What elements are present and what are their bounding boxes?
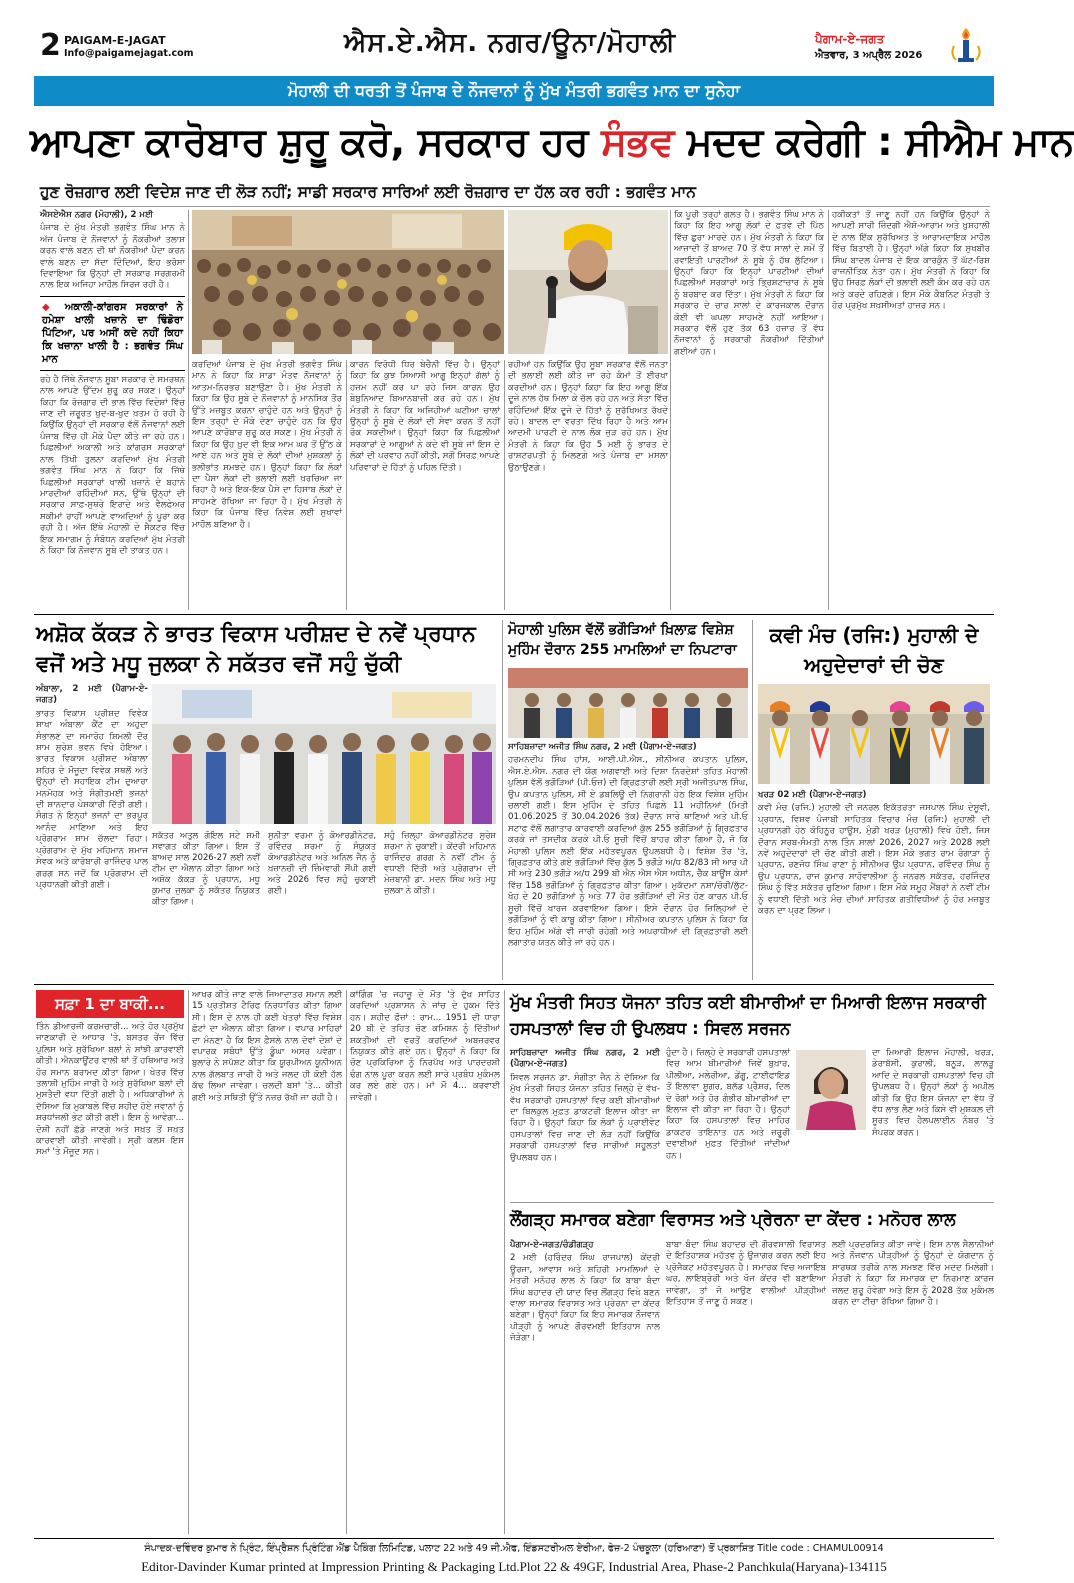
story6-dateline: ਸਾਹਿਬਜ਼ਾਦਾ ਅਜੀਤ ਸਿੰਘ ਨਗਰ, 2 ਮਈ (ਪੈਗਾਮ-ਏ-ਜਗਤ) (510, 1048, 660, 1070)
masthead-title: ਪੈਗਾਮ-ਏ-ਜਗਤ (815, 32, 885, 46)
story3-body: ਸਾਹਿਬਜ਼ਾਦਾ ਅਜੀਤ ਸਿੰਘ ਨਗਰ, 2 ਮਈ (ਪੈਗਾਮ-ਏ-ਜਗਤ) ਹਰਮਨਦੀਪ ਸਿੰਘ ਹਾਂਸ, ਆਈ.ਪੀ.ਐਸ., ਸੀਨੀਅਰ ਕਪਤਾਨ ਪੁਲਿਸ, ਐਸ.ਏ.ਐਸ. ਨਗਰ ਦੀ ਯੋਗ ਅਗਵਾਈ ਅਤੇ ਦਿਸ਼ਾ ਨਿਰਦੇਸ਼ਾਂ ਤਹਿਤ ਮੋਹਾਲੀ ਪੁਲਿਸ ਵੱਲੋਂ ਭਗੌੜਿਆਂ (ਪੀ.ਓਜ਼) ਦੀ ਗ੍ਰਿਫ਼ਤਾਰੀ ਲਈ ਸ੍ਰੀ ਅਜੀਤਪਾਲ ਸਿੰਘ, ਉਪ ਕਪਤਾਨ ਪੁਲਿਸ, ਸੀ ਏ ਡਬਲਿਊ ਦੀ ਨਿਗਰਾਨੀ ਹੇਠ ਇਕ ਵਿਸ਼ੇਸ਼ ਮੁਹਿੰਮ ਚਲਾਈ ਗਈ। ਇਸ ਮੁਹਿੰਮ ਦੇ ਤਹਿਤ ਪਿਛਲੇ 11 ਮਹੀਨਿਆਂ (ਮਿਤੀ 01.06.2025 ਤੋਂ 30.04.2026 ਤੱਕ) ਦੌਰਾਨ ਸਾਰੇ ਥਾਣਿਆਂ ਅਤੇ ਪੀ.ਓ ਸਟਾਫ ਵੱਲੋਂ ਲਗਾਤਾਰ ਕਾਰਵਾਈ ਕਰਦਿਆਂ ਕੁੱਲ 255 ਭਗੌੜਿਆਂ ਨੂੰ ਗ੍ਰਿਫ਼ਤਾਰ ਕਰਕੇ ਜਾਂ ਤਸਦੀਕ ਕਰਕੇ ਪੀ.ਓ ਸੂਚੀ ਵਿੱਚੋਂ ਬਾਹਰ ਕੀਤਾ ਗਿਆ ਹੈ, ਜੋ ਕਿ ਮੋਹਾਲੀ ਪੁਲਿਸ ਲਈ ਇੱਕ ਮਹੱਤਵਪੂਰਨ ਉਪਲਬਧੀ ਹੈ। ਵਿਸ਼ੇਸ਼ ਤੌਰ 'ਤੇ, ਗ੍ਰਿਫ਼ਤਾਰ ਕੀਤੇ ਗਏ ਭਗੌੜਿਆਂ ਵਿੱਚ ਕੁੱਲ 5 ਭਗੌੜੇ ਅ/ਧ 82/83 ਸੀ ਆਰ ਪੀ ਸੀ ਅਤੇ 230 ਭਗੌੜੇ ਅ/ਧ 299 ਬੀ ਐਨ ਐਸ ਐਸ ਅਧੀਨ, ਚੈੱਕ ਬਾਊਂਸ ਕੇਸਾਂ ਵਿੱਚ 158 ਭਗੌੜਿਆਂ ਨੂੰ ਗ੍ਰਿਫ਼ਤਾਰ ਕੀਤਾ ਗਿਆ। ਮੁਕੱਦਮਾ ਨਸ਼ਾ/ਚੋਰੀ/ਲੁੱਟ-ਖੋਹ ਦੇ 20 ਭਗੌੜਿਆਂ ਨੂੰ ਅਤੇ 77 ਹੋਰ ਭਗੌੜਿਆਂ ਦੀ ਮੌਤ ਹੋਣ ਕਾਰਨ ਪੀ.ਓ ਸੂਚੀ ਵਿੱਚੋਂ ਖਾਰਜ ਕਰਵਾਇਆ ਗਿਆ। ਇਸੇ ਦੌਰਾਨ ਹੋਰ ਜ਼ਿਲ੍ਹਿਆਂ ਦੇ ਭਗੌੜਿਆਂ ਨੂੰ ਵੀ ਕਾਬੂ ਕੀਤਾ ਗਿਆ। ਸੀਨੀਅਰ ਕਪਤਾਨ ਪੁਲਿਸ ਨੇ ਕਿਹਾ ਕਿ ਇਹ ਮੁਹਿੰਮ ਅੱਗੇ ਵੀ ਜਾਰੀ ਰਹੇਗੀ ਅਤੇ ਅਪਰਾਧੀਆਂ ਦੀ ਗ੍ਰਿਫ਼ਤਾਰੀ ਲਈ ਲਗਾਤਾਰ ਯਤਨ ਕੀਤੇ ਜਾ ਰਹੇ ਹਨ। (508, 742, 748, 948)
story2-body: ਅੰਬਾਲਾ, 2 ਮਈ (ਪੈਗਾਮ-ਏ-ਜਗਤ) ਭਾਰਤ ਵਿਕਾਸ ਪ੍ਰੀਸ਼ਦ ਵਿਵੇਕ ਸ਼ਾਖਾ ਅੰਬਾਲਾ ਕੈਂਟ ਦਾ ਅਹੁਦਾ ਸੰਭਾਲਣ ਦਾ ਸਮਾਰੋਹ ਸ਼ਿਮਲੀ ਦੌਰ ਸ਼ਾਮ ਸੁਰੇਸ਼ ਭਵਨ ਵਿਖੇ ਹੋਇਆ। ਭਾਰਤ ਵਿਕਾਸ ਪ੍ਰੀਸ਼ਦ ਅੰਬਾਲਾ ਸ਼ਹਿਰ ਦੇ ਮੌਜੂਦਾ ਵਿਵੇਕ ਸਥਲੋਂ ਅਤੇ ਉਨ੍ਹਾਂ ਦੀ ਸਹਾਇਕ ਟੀਮ ਦੁਆਰਾ ਮਨਮੋਹਕ ਅਤੇ ਸੰਗੀਤਮਈ ਭਜਨਾਂ ਦੀ ਸ਼ਾਨਦਾਰ ਪੇਸ਼ਕਾਰੀ ਦਿੱਤੀ ਗਈ। ਸੰਗਤ ਨੇ ਇਨ੍ਹਾਂ ਭਜਨਾਂ ਦਾ ਭਰਪੂਰ ਆਨੰਦ ਮਾਣਿਆ ਅਤੇ ਇਹ ਪ੍ਰੋਗਰਾਮ ਸ਼ਾਮ ਚੱਲਦਾ ਰਿਹਾ। ਪ੍ਰੋਗਰਾਮ ਦੇ ਮੁੱਖ ਮਹਿਮਾਨ ਸਮਾਜ ਸੇਵਕ ਅਤੇ ਕਾਰੋਬਾਰੀ ਰਾਜਿੰਦਰ ਪਾਲ ਗਰਗ ਸਨ ਜਦੋਂ ਕਿ ਪ੍ਰੋਗਰਾਮ ਦੀ ਪ੍ਰਧਾਨਗੀ ਕੀਤੀ ਗਈ। (36, 684, 148, 890)
lead-col1-text: ਪੰਜਾਬ ਦੇ ਮੁੱਖ ਮੰਤਰੀ ਭਗਵੰਤ ਸਿੰਘ ਮਾਨ ਨੇ ਅੱਜ ਪੰਜਾਬ ਦੇ ਨੌਜਵਾਨਾਂ ਨੂੰ ਨੌਕਰੀਆਂ ਤਲਾਸ਼ ਕਰਨ ਵਾਲੇ ਬਣਨ ਦੀ ਥਾਂ ਨੌਕਰੀਆਂ ਪੈਦਾ ਕਰਨ ਵਾਲੇ ਬਣਨ ਦਾ ਸੱਦਾ ਦਿੰਦਿਆਂ, ਇਹ ਭਰੋਸਾ ਦਿਵਾਇਆ ਕਿ ਉਨ੍ਹਾਂ ਦੀ ਸਰਕਾਰ ਸਰਗਰਮੀ ਨਾਲ ਇਕ ਅਜਿਹਾ ਮਾਹੌਲ ਸਿਰਜ ਰਹੀ ਹੈ। (40, 223, 185, 291)
story7-headline: ਲੌਂਗੜ੍ਹ ਸਮਾਰਕ ਬਣੇਗਾ ਵਿਰਾਸਤ ਅਤੇ ਪ੍ਰੇਰਨਾ ਦਾ ਕੇਂਦਰ : ਮਨੋਹਰ ਲਾਲ (510, 1210, 956, 1230)
lead-column-6: ਹਕੀਕਤਾਂ ਤੋਂ ਜਾਣੂ ਨਹੀਂ ਹਨ ਕਿਉਂਕਿ ਉਨ੍ਹਾਂ ਨੇ ਆਪਣੀ ਸਾਰੀ ਜ਼ਿੰਦਗੀ ਐਸ਼ੋ-ਆਰਾਮ ਅਤੇ ਖ਼ੁਸ਼ਹਾਲੀ ਦੇ ਨਾਲ ਇੱਕ ਸੁਰੱਖਿਅਤ ਤੇ ਆਰਾਮਦਾਇਕ ਮਾਹੌਲ ਵਿੱਚ ਬਿਤਾਈ ਹੈ। ਉਨ੍ਹਾਂ ਅੱਗੇ ਕਿਹਾ ਕਿ ਸੁਖਬੀਰ ਸਿੰਘ ਬਾਦਲ ਪੰਜਾਬ ਦੇ ਇਕ ਕਾਰਕੁੰਨ ਤੋਂ ਘੱਟ-ਰਿਸ਼ ਰਾਜਨੀਤਿਕ ਨੇਤਾ ਹਨ। ਮੁੱਖ ਮੰਤਰੀ ਨੇ ਕਿਹਾ ਕਿ ਉਹ ਸਿਰਫ਼ ਲੋਕਾਂ ਦੀ ਭਲਾਈ ਲਈ ਕੰਮ ਕਰ ਰਹੇ ਹਨ ਅਤੇ ਕਰਦੇ ਰਹਿਣਗੇ। ਇਸ ਮੌਕੇ ਕੈਬਨਿਟ ਮੰਤਰੀ ਤੇ ਹੋਰ ਪ੍ਰਮੁੱਖ ਸ਼ਖ਼ਸੀਅਤਾਂ ਹਾਜ਼ਰ ਸਨ। (832, 210, 990, 312)
story4-photo-poets (758, 684, 990, 784)
lead-photo-speaker (508, 210, 668, 354)
story3-headline: ਮੋਹਾਲੀ ਪੁਲਿਸ ਵੱਲੋਂ ਭਗੌੜਿਆਂ ਖ਼ਿਲਾਫ਼ ਵਿਸ਼ੇਸ਼ ਮੁਹਿੰਮ ਦੌਰਾਨ 255 ਮਾਮਲਿਆਂ ਦਾ ਨਿਪਟਾਰਾ (508, 622, 737, 658)
lead-headline-part-a: ਆਪਣਾ ਕਾਰੋਬਾਰ ਸ਼ੁਰੂ ਕਰੋ, ਸਰਕਾਰ ਹਰ (30, 120, 602, 165)
story4-headline: ਕਵੀ ਮੰਚ (ਰਜਿ:) ਮੁਹਾਲੀ ਦੇ ਅਹੁਦੇਦਾਰਾਂ ਦੀ ਚੋਣ (769, 623, 979, 677)
story5-headline-box (36, 990, 184, 1018)
lead-headline-red-word: ਸੰਭਵ (601, 120, 674, 165)
story6-column-1: ਸਾਹਿਬਜ਼ਾਦਾ ਅਜੀਤ ਸਿੰਘ ਨਗਰ, 2 ਮਈ (ਪੈਗਾਮ-ਏ-ਜਗਤ) ਸਿਵਲ ਸਰਜਨ ਡਾ. ਸੰਗੀਤਾ ਜੈਨ ਨੇ ਦੱਸਿਆ ਕਿ ਮੁੱਖ ਮੰਤਰੀ ਸਿਹਤ ਯੋਜਨਾ ਤਹਿਤ ਜ਼ਿਲ੍ਹੇ ਦੇ ਵੱਖ-ਵੱਖ ਸਰਕਾਰੀ ਹਸਪਤਾਲਾਂ ਵਿਚ ਕਈ ਬੀਮਾਰੀਆਂ ਦਾ ਬਿਲਕੁਲ ਮੁਫ਼ਤ ਡਾਕਟਰੀ ਇਲਾਜ ਕੀਤਾ ਜਾ ਰਿਹਾ ਹੈ। ਉਨ੍ਹਾਂ ਕਿਹਾ ਕਿ ਲੋਕਾਂ ਨੂੰ ਪ੍ਰਾਈਵੇਟ ਹਸਪਤਾਲਾਂ ਵਿਚ ਜਾਣ ਦੀ ਲੋੜ ਨਹੀਂ ਕਿਉਂਕਿ ਸਰਕਾਰੀ ਹਸਪਤਾਲਾਂ ਵਿਚ ਸਾਰੀਆਂ ਸਹੂਲਤਾਂ ਉਪਲਬਧ ਹਨ। (510, 1048, 660, 1163)
lead-column-3: ਕਾਰਨ ਵਿਰੋਧੀ ਧਿਰ ਬੇਚੈਨੀ ਵਿੱਚ ਹੈ। ਉਨ੍ਹਾਂ ਕਿਹਾ ਕਿ ਕੁਝ ਸਿਆਸੀ ਆਗੂ ਇਨ੍ਹਾਂ ਗੱਲਾਂ ਨੂੰ ਹਜ਼ਮ ਨਹੀਂ ਕਰ ਪਾ ਰਹੇ ਜਿਸ ਕਾਰਨ ਉਹ ਬੇਬੁਨਿਆਦ ਬਿਆਨਬਾਜ਼ੀ ਕਰ ਰਹੇ ਹਨ। ਮੁੱਖ ਮੰਤਰੀ ਨੇ ਕਿਹਾ ਕਿ ਅਜਿਹੀਆਂ ਘਟੀਆ ਚਾਲਾਂ ਉਨ੍ਹਾਂ ਨੂੰ ਸੂਬੇ ਦੇ ਲੋਕਾਂ ਦੀ ਸੇਵਾ ਕਰਨ ਤੋਂ ਨਹੀਂ ਰੋਕ ਸਕਦੀਆਂ। ਉਨ੍ਹਾਂ ਕਿਹਾ ਕਿ ਪਿਛਲੀਆਂ ਸਰਕਾਰਾਂ ਦੇ ਆਗੂਆਂ ਨੇ ਕਦੇ ਵੀ ਸੂਬੇ ਜਾਂ ਇਸ ਦੇ ਲੋਕਾਂ ਦੀ ਪਰਵਾਹ ਨਹੀਂ ਕੀਤੀ, ਸਗੋਂ ਸਿਰਫ਼ ਆਪਣੇ ਪਰਿਵਾਰਾਂ ਦੇ ਹਿੱਤਾਂ ਨੂੰ ਪਹਿਲ ਦਿੱਤੀ। (350, 360, 500, 473)
banner-text: ਮੋਹਾਲੀ ਦੀ ਧਰਤੀ ਤੋਂ ਪੰਜਾਬ ਦੇ ਨੌਜਵਾਨਾਂ ਨੂੰ ਮੁੱਖ ਮੰਤਰੀ ਭਗਵੰਤ ਮਾਨ ਦਾ ਸੁਨੇਹਾ (287, 81, 741, 100)
page-number: 2 (40, 28, 61, 63)
story4-body: ਖਰੜ 02 ਮਈ (ਪੈਗਾਮ-ਏ-ਜਗਤ) ਕਵੀ ਮੰਚ (ਰਜਿ.) ਮੁਹਾਲੀ ਦੀ ਜਨਰਲ ਇਕੱਤਰਤਾ ਜਸਪਾਲ ਸਿੰਘ ਦੇਸੂਵੀ, ਪ੍ਰਧਾਨ, ਵਿਸ਼ਵ ਪੰਜਾਬੀ ਸਾਹਿਤਕ ਵਿਚਾਰ ਮੰਚ (ਰਜਿ:) ਮੁਹਾਲੀ ਦੀ ਪ੍ਰਧਾਨਗੀ ਹੇਠ ਕੋਹਿਨੂਰ ਹਾਊਸ, ਮੁੰਡੀ ਖਰੜ (ਮੁਹਾਲੀ) ਵਿਖੇ ਹੋਈ, ਜਿਸ ਦੌਰਾਨ ਸਰਬ-ਸੰਮਤੀ ਨਾਲ ਤਿੰਨ ਸਾਲਾਂ 2026, 2027 ਅਤੇ 2028 ਲਈ ਨਵੇਂ ਅਹੁਦੇਦਾਰਾਂ ਦੀ ਚੋਣ ਕੀਤੀ ਗਈ। ਇਸ ਮੌਕੇ ਭਗਤ ਰਾਮ ਰੰਗਾੜਾ ਨੂੰ ਪ੍ਰਧਾਨ, ਰਣਜੋਧ ਸਿੰਘ ਰਾਣਾ ਨੂੰ ਸੀਨੀਅਰ ਉਪ ਪ੍ਰਧਾਨ, ਰਵਿੰਦਰ ਸਿੰਘ ਨੂੰ ਉਪ ਪ੍ਰਧਾਨ, ਰਾਜ ਕੁਮਾਰ ਸਾਹੋਵਾਲੀਆ ਨੂੰ ਜਨਰਲ ਸਕੱਤਰ, ਹਰਜਿੰਦਰ ਸਿੰਘ ਨੂੰ ਵਿੱਤ ਸਕੱਤਰ ਚੁਣਿਆ ਗਿਆ। ਇਸ ਮੌਕੇ ਸਮੂਹ ਮੈਂਬਰਾਂ ਨੇ ਨਵੀਂ ਟੀਮ ਨੂੰ ਵਧਾਈ ਦਿੱਤੀ ਅਤੇ ਮੰਚ ਦੀਆਂ ਸਾਹਿਤਕ ਗਤੀਵਿਧੀਆਂ ਨੂੰ ਹੋਰ ਮਜ਼ਬੂਤ ਕਰਨ ਦਾ ਪ੍ਰਣ ਲਿਆ। (758, 790, 990, 917)
lead-column-4: ਰਹੀਆਂ ਹਨ ਕਿਉਂਕਿ ਉਹ ਸੂਬਾ ਸਰਕਾਰ ਵੱਲੋਂ ਜਨਤਾ ਦੀ ਭਲਾਈ ਲਈ ਕੀਤੇ ਜਾ ਰਹੇ ਕੰਮਾਂ ਤੋਂ ਈਰਖਾ ਕਰਦੀਆਂ ਹਨ। ਉਨ੍ਹਾਂ ਕਿਹਾ ਕਿ ਇਹ ਆਗੂ ਇੱਕ ਦੂਜੇ ਨਾਲ ਹੱਥ ਮਿਲਾ ਕੇ ਚੱਲ ਰਹੇ ਹਨ ਅਤੇ ਸੱਤਾ ਵਿੱਚ ਰਹਿੰਦਿਆਂ ਇੱਕ ਦੂਜੇ ਦੇ ਹਿੱਤਾਂ ਨੂੰ ਸੁਰੱਖਿਅਤ ਰੱਖਦੇ ਰਹੇ। ਬਾਦਲ ਦਾ ਵਰਤਾ ਦਿੱਖ ਰਿਹਾ ਹੈ ਅਤੇ ਆਮ ਆਦਮੀ ਪਾਰਟੀ ਦੇ ਨਾਲ ਲੋਕ ਜੁੜ ਰਹੇ ਹਨ। ਮੁੱਖ ਮੰਤਰੀ ਨੇ ਕਿਹਾ ਕਿ ਉਹ 5 ਮਈ ਨੂੰ ਭਾਰਤ ਦੇ ਰਾਸ਼ਟਰਪਤੀ ਨੂੰ ਮਿਲਣਗੇ ਅਤੇ ਪੰਜਾਬ ਦਾ ਮਸਲਾ ਉਠਾਉਣਗੇ। (508, 360, 668, 473)
pullquote-diamond-icon: ◆ (42, 301, 65, 313)
lead-col1b-text: ਰਹੇ ਹੈ ਜਿੱਥੇ ਨੌਜਵਾਨ ਸੂਬਾ ਸਰਕਾਰ ਦੇ ਸਮਰਥਨ ਨਾਲ ਆਪਣੇ ਉੱਦਮ ਸ਼ੁਰੂ ਕਰ ਸਕਣ। ਉਨ੍ਹਾਂ ਕਿਹਾ ਕਿ ਰੋਜ਼ਗਾਰ ਦੀ ਭਾਲ ਵਿੱਚ ਵਿਦੇਸ਼ਾਂ ਵਿੱਚ ਜਾਣ ਦੀ ਜ਼ਰੂਰਤ ਖੁਦ-ਬ-ਖੁਦ ਖ਼ਤਮ ਹੋ ਰਹੀ ਹੈ ਕਿਉਂਕਿ ਉਨ੍ਹਾਂ ਦੀ ਸਰਕਾਰ ਵੱਲੋਂ ਨੌਜਵਾਨਾਂ ਲਈ ਪੰਜਾਬ ਵਿੱਚ ਹੀ ਮੌਕੇ ਪੈਦਾ ਕੀਤੇ ਜਾ ਰਹੇ ਹਨ। ਪਿਛਲੀਆਂ ਅਕਾਲੀ ਅਤੇ ਕਾਂਗਰਸ ਸਰਕਾਰਾਂ ਨਾਲ ਤਿੱਖੀ ਤੁਲਨਾ ਕਰਦਿਆਂ ਮੁੱਖ ਮੰਤਰੀ ਭਗਵੰਤ ਸਿੰਘ ਮਾਨ ਨੇ ਕਿਹਾ ਕਿ ਜਿੱਥੇ ਪਿਛਲੀਆਂ ਸਰਕਾਰਾਂ ਖਾਲੀ ਖਜ਼ਾਨੇ ਦੇ ਬਹਾਨੇ ਮਾਰਦੀਆਂ ਰਹਿੰਦੀਆਂ ਸਨ, ਉੱਥੇ ਉਨ੍ਹਾਂ ਦੀ ਸਰਕਾਰ ਸਾਫ਼-ਸੁਥਰੇ ਇਰਾਦੇ ਅਤੇ ਵੈਲਫੇਅਰ ਸਕੀਮਾਂ ਰਾਹੀਂ ਆਪਣੇ ਵਾਅਦਿਆਂ ਨੂੰ ਪੂਰਾ ਕਰ ਰਹੀ ਹੈ। ਅੱਜ ਇੱਥੇ ਮੋਹਾਲੀ ਦੇ ਸੈਕਟਰ ਵਿੱਚ ਇਕ ਸਮਾਗਮ ਨੂੰ ਸੰਬੋਧਨ ਕਰਦਿਆਂ ਮੁੱਖ ਮੰਤਰੀ ਨੇ ਕਿਹਾ ਕਿ ਨੌਜਵਾਨ ਸੂਬੇ ਦੀ ਤਾਕਤ ਹਨ। (40, 374, 185, 556)
story6-photo-surgeon (796, 1050, 866, 1130)
story7-dateline: ਪੈਗਾਮ-ਏ-ਜਗਤ/ਚੰਡੀਗੜ੍ਹ (510, 1240, 594, 1250)
footer-imprint-punjabi: ਸੰਪਾਦਕ-ਦਵਿੰਦਰ ਕੁਮਾਰ ਨੇ ਪ੍ਰਿੰਟ, ਇੰਪ੍ਰੈਸ਼ਨ ਪ੍ਰਿੰਟਿੰਗ ਐਂਡ ਪੈਕਿੰਗ ਲਿਮਿਟਿਡ, ਪਲਾਟ 22 ਅਤੇ 49 ਜੀ.ਐਫ, ਇੰਡਸਟਰੀਅਲ ਏਰੀਆ, ਫੇਜ਼-2 ਪੰਚਕੂਲਾ (ਹਰਿਆਣਾ) ਤੋਂ ਪ੍ਰਕਾਸ਼ਿਤ Title code : CHAMUL00914 (144, 1543, 884, 1554)
page-header (0, 0, 1024, 72)
story6-column-3: ਦਾ ਮਿਆਰੀ ਇਲਾਜ ਮੋਹਾਲੀ, ਖਰੜ, ਡੇਰਾਬੱਸੀ, ਕੁਰਾਲੀ, ਬਨੂੜ, ਲਾਲੜੂ ਆਦਿ ਦੇ ਸਰਕਾਰੀ ਹਸਪਤਾਲਾਂ ਵਿਚ ਹੀ ਉਪਲਬਧ ਹੈ। ਉਨ੍ਹਾਂ ਲੋਕਾਂ ਨੂੰ ਅਪੀਲ ਕੀਤੀ ਕਿ ਉਹ ਇਸ ਯੋਜਨਾ ਦਾ ਵੱਧ ਤੋਂ ਵੱਧ ਲਾਭ ਲੈਣ ਅਤੇ ਕਿਸੇ ਵੀ ਮੁਸ਼ਕਲ ਦੀ ਸੂਰਤ ਵਿਚ ਹੈਲਪਲਾਈਨ ਨੰਬਰ 'ਤੇ ਸੰਪਰਕ ਕਰਨ। (872, 1048, 994, 1138)
story2-dateline: ਅੰਬਾਲਾ, 2 ਮਈ (ਪੈਗਾਮ-ਏ-ਜਗਤ) (36, 684, 148, 706)
story5-column-2: ਆਖਰ ਕੀਤੇ ਜਾਣ ਵਾਲੇ ਜਿਆਦਾਤਰ ਸਮਾਨ ਲਈ 15 ਪ੍ਰਤੀਸ਼ਤ ਟੈਰਿਫ ਨਿਰਧਾਰਿਤ ਕੀਤਾ ਗਿਆ ਸੀ। ਇਸ ਦੇ ਨਾਲ ਹੀ ਕਈ ਖੇਤਰਾਂ ਵਿੱਚ ਵਿਸ਼ੇਸ਼ ਛੋਟਾਂ ਦਾ ਐਲਾਨ ਕੀਤਾ ਗਿਆ। ਵਪਾਰ ਮਾਹਿਰਾਂ ਦਾ ਮੰਨਣਾ ਹੈ ਕਿ ਇਸ ਫ਼ੈਸਲੇ ਨਾਲ ਦੋਵਾਂ ਦੇਸ਼ਾਂ ਦੇ ਵਪਾਰਕ ਸਬੰਧਾਂ ਉੱਤੇ ਡੂੰਘਾ ਅਸਰ ਪਵੇਗਾ। ਬੁਲਾਰੇ ਨੇ ਸਪੱਸ਼ਟ ਕੀਤਾ ਕਿ ਯੂਰਪੀਅਨ ਯੂਨੀਅਨ ਨਾਲ ਗੱਲਬਾਤ ਜਾਰੀ ਹੈ ਅਤੇ ਜਲਦ ਹੀ ਕੋਈ ਹੱਲ ਕੱਢ ਲਿਆ ਜਾਵੇਗਾ। ਚਲਦੀ ਬਸਾਂ 'ਤੇ... ਕੀਤੀ ਗਈ ਅਤੇ ਸਥਿਤੀ ਉੱਤੇ ਨਜ਼ਰ ਰੱਖੀ ਜਾ ਰਹੀ ਹੈ। (192, 990, 342, 1103)
lead-dateline: ਐਸਏਐਸ ਨਗਰ (ਮੋਹਾਲੀ), 2 ਮਈ (40, 210, 154, 220)
section-title: ਐਸ.ਏ.ਐਸ. ਨਗਰ/ਊਨਾ/ਮੋਹਾਲੀ (343, 28, 677, 58)
top-banner (34, 76, 994, 106)
lead-photo-crowd (192, 210, 504, 354)
story6-headline: ਮੁੱਖ ਮੰਤਰੀ ਸਿਹਤ ਯੋਜਨਾ ਤਹਿਤ ਕਈ ਬੀਮਾਰੀਆਂ ਦਾ ਮਿਆਰੀ ਇਲਾਜ ਸਰਕਾਰੀ ਹਸਪਤਾਲਾਂ ਵਿਚ ਹੀ ਉਪਲਬਧ : ਸਿਵਲ ਸਰਜਨ (510, 993, 986, 1038)
email-link[interactable]: Info@paigamejagat.com (64, 48, 194, 59)
story7-column-3: ਲਈ ਪ੍ਰਦਰਸ਼ਿਤ ਕੀਤਾ ਜਾਵੇ। ਇਸ ਨਾਲ ਸੈਲਾਨੀਆਂ ਅਤੇ ਨੌਜਵਾਨ ਪੀੜ੍ਹੀਆਂ ਨੂੰ ਉਨ੍ਹਾਂ ਦੇ ਯੋਗਦਾਨ ਨੂੰ ਸਾਰਥਕ ਤਰੀਕੇ ਨਾਲ ਸਮਝਣ ਵਿੱਚ ਮਦਦ ਮਿਲੇਗੀ। ਮੰਤਰੀ ਨੇ ਕਿਹਾ ਕਿ ਸਮਾਰਕ ਦਾ ਨਿਰਮਾਣ ਕਾਰਜ ਜਲਦ ਸ਼ੁਰੂ ਹੋਵੇਗਾ ਅਤੇ ਇਸ ਨੂੰ 2028 ਤੱਕ ਮੁਕੰਮਲ ਕਰਨ ਦਾ ਟੀਚਾ ਰੱਖਿਆ ਗਿਆ ਹੈ। (832, 1240, 994, 1308)
story2-headline: ਅਸ਼ੋਕ ਕੱਕੜ ਨੇ ਭਾਰਤ ਵਿਕਾਸ ਪਰੀਸ਼ਦ ਦੇ ਨਵੇਂ ਪ੍ਰਧਾਨ ਵਜੋਂ ਅਤੇ ਮਧੂ ਜੁਲਕਾ ਨੇ ਸਕੱਤਰ ਵਜੋਂ ਸਹੁੰ ਚੁੱਕੀ (36, 622, 476, 677)
lead-column-2: ਕਰਦਿਆਂ ਪੰਜਾਬ ਦੇ ਮੁੱਖ ਮੰਤਰੀ ਭਗਵੰਤ ਸਿੰਘ ਮਾਨ ਨੇ ਕਿਹਾ ਕਿ ਸਾਡਾ ਮੰਤਵ ਨੌਜਵਾਨਾਂ ਨੂੰ ਆਤਮ-ਨਿਰਭਰ ਬਣਾਉਣਾ ਹੈ। ਮੁੱਖ ਮੰਤਰੀ ਨੇ ਕਿਹਾ ਕਿ ਉਹ ਸੂਬੇ ਦੇ ਨੌਜਵਾਨਾਂ ਨੂੰ ਮਾਨਸਿਕ ਤੌਰ ਉੱਤੇ ਮਜ਼ਬੂਤ ਕਰਨਾ ਚਾਹੁੰਦੇ ਹਨ ਅਤੇ ਉਨ੍ਹਾਂ ਨੂੰ ਇਸ ਤਰ੍ਹਾਂ ਦੇ ਮੌਕੇ ਦੇਣਾ ਚਾਹੁੰਦੇ ਹਨ ਕਿ ਉਹ ਆਪਣੇ ਕਾਰੋਬਾਰ ਸ਼ੁਰੂ ਕਰ ਸਕਣ। ਮੁੱਖ ਮੰਤਰੀ ਨੇ ਕਿਹਾ ਕਿ ਉਹ ਖ਼ੁਦ ਵੀ ਇਕ ਆਮ ਘਰ ਤੋਂ ਉੱਠ ਕੇ ਆਏ ਹਨ ਅਤੇ ਸੂਬੇ ਦੇ ਲੋਕਾਂ ਦੀਆਂ ਮੁਸ਼ਕਲਾਂ ਨੂੰ ਭਲੀਭਾਂਤ ਸਮਝਦੇ ਹਨ। ਉਨ੍ਹਾਂ ਕਿਹਾ ਕਿ ਲੋਕਾਂ ਦਾ ਪੈਸਾ ਲੋਕਾਂ ਦੀ ਭਲਾਈ ਲਈ ਖ਼ਰਚਿਆ ਜਾ ਰਿਹਾ ਹੈ ਅਤੇ ਇਕ-ਇਕ ਪੈਸੇ ਦਾ ਹਿਸਾਬ ਲੋਕਾਂ ਦੇ ਸਾਹਮਣੇ ਰੱਖਿਆ ਜਾ ਰਿਹਾ ਹੈ। ਮੁੱਖ ਮੰਤਰੀ ਨੇ ਕਿਹਾ ਕਿ ਪੰਜਾਬ ਵਿੱਚ ਨਿਵੇਸ਼ ਲਈ ਸੁਖਾਵਾਂ ਮਾਹੌਲ ਬਣਿਆ ਹੈ। (192, 360, 342, 530)
lead-subhead: ਹੁਣ ਰੋਜ਼ਗਾਰ ਲਈ ਵਿਦੇਸ਼ ਜਾਣ ਦੀ ਲੋੜ ਨਹੀਂ; ਸਾਡੀ ਸਰਕਾਰ ਸਾਰਿਆਂ ਲਈ ਰੋਜ਼ਗਾਰ ਦਾ ਹੱਲ ਕਰ ਰਹੀ : ਭਗਵੰਤ ਮਾਨ (40, 183, 696, 201)
lead-pullquote: ◆ ਅਕਾਲੀ-ਕਾਂਗਰਸ ਸਰਕਾਰਾਂ ਨੇ ਹਮੇਸ਼ਾ ਖਾਲੀ ਖਜ਼ਾਨੇ ਦਾ ਢਿੰਡੋਰਾ ਪਿੱਟਿਆ, ਪਰ ਅਸੀਂ ਕਦੇ ਨਹੀਂ ਕਿਹਾ ਕਿ ਖਜ਼ਾਨਾ ਖਾਲੀ ਹੈ : ਭਗਵੰਤ ਸਿੰਘ ਮਾਨ (40, 296, 185, 371)
story4-dateline: ਖਰੜ 02 ਮਈ (ਪੈਗਾਮ-ਏ-ਜਗਤ) (758, 790, 867, 800)
story5-column-1: ਤਿੰਨ ਡੀਆਰਜੀ ਕਰਮਚਾਰੀ... ਅਤੇ ਹੋਰ ਪ੍ਰਮੁੱਖ ਜਾਣਕਾਰੀ ਦੇ ਆਧਾਰ 'ਤੇ, ਬਸਤਰ ਰੇਂਜ ਵਿੱਚ ਪੁਲਿਸ ਅਤੇ ਸੁਰੱਖਿਆ ਬਲਾਂ ਨੇ ਸਾਂਝੀ ਕਾਰਵਾਈ ਕੀਤੀ। ਐਨਕਾਊਂਟਰ ਵਾਲੀ ਥਾਂ ਤੋਂ ਹਥਿਆਰ ਅਤੇ ਹੋਰ ਸਮਾਨ ਬਰਾਮਦ ਕੀਤਾ ਗਿਆ। ਖੇਤਰ ਵਿੱਚ ਤਲਾਸ਼ੀ ਮੁਹਿੰਮ ਜਾਰੀ ਹੈ ਅਤੇ ਸੁਰੱਖਿਆ ਬਲਾਂ ਦੀ ਮੁਸਤੈਦੀ ਵਧਾ ਦਿੱਤੀ ਗਈ ਹੈ। ਅਧਿਕਾਰੀਆਂ ਨੇ ਦੱਸਿਆ ਕਿ ਮੁਕਾਬਲੇ ਵਿੱਚ ਸ਼ਹੀਦ ਹੋਏ ਜਵਾਨਾਂ ਨੂੰ ਸ਼ਰਧਾਂਜਲੀ ਭੇਟ ਕੀਤੀ ਗਈ। ਇਸ ਨੂੰ ਆਵੇਗਾ... ਦੋਸ਼ੀ ਨਹੀਂ ਛੱਡੇ ਜਾਣਗੇ ਅਤੇ ਸਖ਼ਤ ਤੋਂ ਸਖ਼ਤ ਕਾਰਵਾਈ ਕੀਤੀ ਜਾਵੇਗੀ। ਸ੍ਰੀ ਕਲਸ ਇਸ ਸਮਾਂ 'ਤੇ ਮੌਜੂਦ ਸਨ। (36, 1022, 184, 1158)
brand-name: PAIGAM-E-JAGAT (64, 34, 166, 47)
story5-column-3: ਕਾਂਗਿੰਗ 'ਚ ਜਹਾਜ਼ੂ ਦੇ ਮੌਤ 'ਤੇ ਦੁੱਖ ਸਾਹਿਤ ਕਰਦਿਆਂ ਪ੍ਰਸ਼ਾਸਨ ਨੇ ਜਾਂਚ ਦੇ ਹੁਕਮ ਦਿੱਤੇ ਹਨ। ਸ਼ਹੀਦ ਫੌਜ਼ਾਂ : ਰਾਮ... 1951 ਦੀ ਧਾਰਾ 20 ਬੀ ਦੇ ਤਹਿਤ ਚੋਣ ਕਮਿਸ਼ਨ ਨੂੰ ਦਿੱਤੀਆਂ ਸ਼ਕਤੀਆਂ ਦੀ ਵਰਤੋਂ ਕਰਦਿਆਂ ਅਬਜ਼ਰਵਰ ਨਿਯੁਕਤ ਕੀਤੇ ਗਏ ਹਨ। ਉਨ੍ਹਾਂ ਨੇ ਕਿਹਾ ਕਿ ਚੋਣ ਪ੍ਰਕਿਰਿਆ ਨੂੰ ਨਿਰਪੱਖ ਅਤੇ ਪਾਰਦਰਸ਼ੀ ਢੰਗ ਨਾਲ ਪੂਰਾ ਕਰਨ ਲਈ ਸਾਰੇ ਪ੍ਰਬੰਧ ਮੁਕੰਮਲ ਕਰ ਲਏ ਗਏ ਹਨ। ਮਾਂ ਮੌ 4... ਕਰਵਾਈ ਜਾਵੇਗੀ। (350, 990, 500, 1103)
story2-caption-1: ਸਕੱਤਰ ਅਤੁਲ ਗੋਇਲ ਸਟੇ ਸਮੀ ਸਵਾਗਤ ਕੀਤਾ ਗਿਆ। ਇਸ ਤੋਂ ਬਾਅਦ ਸਾਲ 2026-27 ਲਈ ਨਵੀਂ ਟੀਮ ਦਾ ਐਲਾਨ ਕੀਤਾ ਗਿਆ ਅਤੇ ਅਸ਼ੋਕ ਕੱਕੜ ਨੂੰ ਪ੍ਰਧਾਨ, ਮਧੂ ਕੁਮਾਰ ਜੁਲਕਾ ਨੂੰ ਸਕੱਤਰ ਨਿਯੁਕਤ ਕੀਤਾ ਗਿਆ। (152, 830, 260, 906)
lead-column-5: ਕਿ ਪੂਰੀ ਤਰ੍ਹਾਂ ਗਲਤ ਹੈ। ਭਗਵੰਤ ਸਿੰਘ ਮਾਨ ਨੇ ਕਿਹਾ ਕਿ ਇਹ ਆਗੂ ਲੋਕਾਂ ਦੇ ਫ਼ਤਵੇ ਦੀ ਪਿੱਠ ਵਿੱਚ ਛੁਰਾ ਮਾਰਦੇ ਹਨ। ਮੁੱਖ ਮੰਤਰੀ ਨੇ ਕਿਹਾ ਕਿ ਆਜ਼ਾਦੀ ਤੋਂ ਬਾਅਦ 70 ਤੋਂ ਵੱਧ ਸਾਲਾਂ ਦੇ ਸਮੇਂ ਤੋਂ ਰਵਾਇਤੀ ਪਾਰਟੀਆਂ ਨੇ ਸੂਬੇ ਨੂੰ ਹੱਥ ਲੁੱਟਿਆ। ਉਨ੍ਹਾਂ ਕਿਹਾ ਕਿ ਇਨ੍ਹਾਂ ਪਾਰਟੀਆਂ ਦੀਆਂ ਪਿਛਲੀਆਂ ਸਰਕਾਰਾਂ ਅਤੇ ਭ੍ਰਿਸ਼ਟਾਚਾਰ ਨੇ ਸੂਬੇ ਨੂੰ ਬਰਬਾਦ ਕਰ ਦਿੱਤਾ। ਮੁੱਖ ਮੰਤਰੀ ਨੇ ਕਿਹਾ ਕਿ ਸਰਕਾਰ ਦੇ ਚਾਰ ਸਾਲਾਂ ਦੇ ਕਾਰਜਕਾਲ ਦੌਰਾਨ ਕੋਈ ਵੀ ਘਪਲਾ ਸਾਹਮਣੇ ਨਹੀਂ ਆਇਆ। ਸਰਕਾਰ ਵੱਲੋਂ ਹੁਣ ਤੱਕ 63 ਹਜ਼ਾਰ ਤੋਂ ਵੱਧ ਨੌਜਵਾਨਾਂ ਨੂੰ ਸਰਕਾਰੀ ਨੌਕਰੀਆਂ ਦਿੱਤੀਆਂ ਗਈਆਂ ਹਨ। (674, 210, 824, 357)
lead-headline (30, 112, 1074, 174)
story3-dateline: ਸਾਹਿਬਜ਼ਾਦਾ ਅਜੀਤ ਸਿੰਘ ਨਗਰ, 2 ਮਈ (ਪੈਗਾਮ-ਏ-ਜਗਤ) (508, 742, 697, 752)
story2-photo-group (152, 684, 496, 824)
lead-column-1 (40, 210, 185, 610)
story3-photo-police (508, 668, 748, 738)
story7-column-2: ਬਾਬਾ ਬੰਦਾ ਸਿੰਘ ਬਹਾਦਰ ਦੀ ਗੌਰਵਸ਼ਾਲੀ ਵਿਰਾਸਤ ਦੇ ਇਤਿਹਾਸਕ ਮਹੱਤਵ ਨੂੰ ਉਜਾਗਰ ਕਰਨ ਲਈ ਇਹ ਪ੍ਰੋਜੈਕਟ ਮਹੱਤਵਪੂਰਨ ਹੈ। ਸਮਾਰਕ ਵਿਚ ਅਜਾਇਬ ਘਰ, ਲਾਇਬ੍ਰੇਰੀ ਅਤੇ ਖੋਜ ਕੇਂਦਰ ਵੀ ਬਣਾਇਆ ਜਾਵੇਗਾ, ਤਾਂ ਜੋ ਆਉਣ ਵਾਲੀਆਂ ਪੀੜ੍ਹੀਆਂ ਇਤਿਹਾਸ ਤੋਂ ਜਾਣੂ ਹੋ ਸਕਣ। (666, 1240, 826, 1308)
issue-date: ਐਤਵਾਰ, 3 ਅਪ੍ਰੈਲ 2026 (815, 50, 923, 61)
lead-headline-part-b: ਮਦਦ ਕਰੇਗੀ : ਸੀਐਮ ਮਾਨ (673, 120, 1074, 165)
story6-column-2: ਹੁੰਦਾ ਹੈ। ਜ਼ਿਲ੍ਹੇ ਦੇ ਸਰਕਾਰੀ ਹਸਪਤਾਲਾਂ ਵਿਚ ਆਮ ਬੀਮਾਰੀਆਂ ਜਿਵੇਂ ਬੁਖ਼ਾਰ, ਪੀਲੀਆ, ਮਲੇਰੀਆ, ਡੇਂਗੂ, ਟਾਈਫਾਇਡ ਤੋਂ ਇਲਾਵਾ ਸ਼ੂਗਰ, ਬਲੱਡ ਪ੍ਰੈਸ਼ਰ, ਦਿਲ ਦੇ ਰੋਗਾਂ ਅਤੇ ਹੋਰ ਗੰਭੀਰ ਬੀਮਾਰੀਆਂ ਦਾ ਇਲਾਜ ਵੀ ਕੀਤਾ ਜਾ ਰਿਹਾ ਹੈ। ਉਨ੍ਹਾਂ ਕਿਹਾ ਕਿ ਹਸਪਤਾਲਾਂ ਵਿਚ ਮਾਹਿਰ ਡਾਕਟਰ ਤਾਇਨਾਤ ਹਨ ਅਤੇ ਜ਼ਰੂਰੀ ਦਵਾਈਆਂ ਮੁਫ਼ਤ ਦਿੱਤੀਆਂ ਜਾਂਦੀਆਂ ਹਨ। (666, 1048, 790, 1161)
footer-imprint-english: Editor-Davinder Kumar printed at Impression Printing & Packaging Ltd.Plot 22 & 49GF, Industrial Area, Phase-2 Panchkula(Haryana)-134115 (141, 1559, 887, 1574)
story2-caption-3: ਸਹੁੰ ਜ਼ਿਲ੍ਹਾ ਕੋਆਰਡੀਨੇਟਰ ਸੁਰੇਸ਼ ਸ਼ਰਮਾ ਨੇ ਚੁਕਾਈ। ਕੇਂਦਰੀ ਮਹਿਮਾਨ ਰਾਜਿੰਦਰ ਗਰਗ ਨੇ ਨਵੀਂ ਟੀਮ ਨੂੰ ਵਧਾਈ ਦਿੱਤੀ ਅਤੇ ਪ੍ਰੋਗਰਾਮ ਦੀ ਮੇਜ਼ਬਾਨੀ ਡਾ. ਮਦਨ ਸਿੰਘ ਅਤੇ ਮਧੂ ਜੁਲਕਾ ਨੇ ਕੀਤੀ। (384, 830, 496, 895)
story7-column-1: ਪੈਗਾਮ-ਏ-ਜਗਤ/ਚੰਡੀਗੜ੍ਹ 2 ਮਈ (ਹਰਿੰਦਰ ਸਿੰਘ ਰਾਜਪਾਲ) ਕੇਂਦਰੀ ਊਰਜਾ, ਆਵਾਸ ਅਤੇ ਸ਼ਹਿਰੀ ਮਾਮਲਿਆਂ ਦੇ ਮੰਤਰੀ ਮਨੋਹਰ ਲਾਲ ਨੇ ਕਿਹਾ ਕਿ ਬਾਬਾ ਬੰਦਾ ਸਿੰਘ ਬਹਾਦਰ ਦੀ ਯਾਦ ਵਿਚ ਲੌਂਗੜ੍ਹ ਵਿਖੇ ਬਣਨ ਵਾਲਾ ਸਮਾਰਕ ਵਿਰਾਸਤ ਅਤੇ ਪ੍ਰੇਰਨਾ ਦਾ ਕੇਂਦਰ ਬਣੇਗਾ। ਉਨ੍ਹਾਂ ਕਿਹਾ ਕਿ ਇਹ ਸਮਾਰਕ ਨੌਜਵਾਨ ਪੀੜ੍ਹੀ ਨੂੰ ਆਪਣੇ ਗੌਰਵਮਈ ਇਤਿਹਾਸ ਨਾਲ ਜੋੜੇਗਾ। (510, 1240, 660, 1344)
torch-logo-icon (948, 26, 984, 66)
story2-caption-2: ਸੁਨੀਤਾ ਵਰਮਾ ਨੂੰ ਕੋਆਰਡੀਨੇਟਰ, ਰਵਿੰਦਰ ਸ਼ਰਮਾ ਨੂੰ ਸੰਯੁਕਤ ਕੋਆਰਡੀਨੇਟਰ ਅਤੇ ਅਨਿਲ ਜੈਨ ਨੂੰ ਖ਼ਜ਼ਾਨਚੀ ਦੀ ਜ਼ਿੰਮੇਵਾਰੀ ਸੌਂਪੀ ਗਈ ਅਤੇ 2026 ਵਿਚ ਸਹੁੰ ਚੁਕਾਈ ਗਈ। (268, 830, 376, 895)
story5-headline: ਸਫ਼ਾ 1 ਦਾ ਬਾਕੀ... (55, 995, 165, 1013)
